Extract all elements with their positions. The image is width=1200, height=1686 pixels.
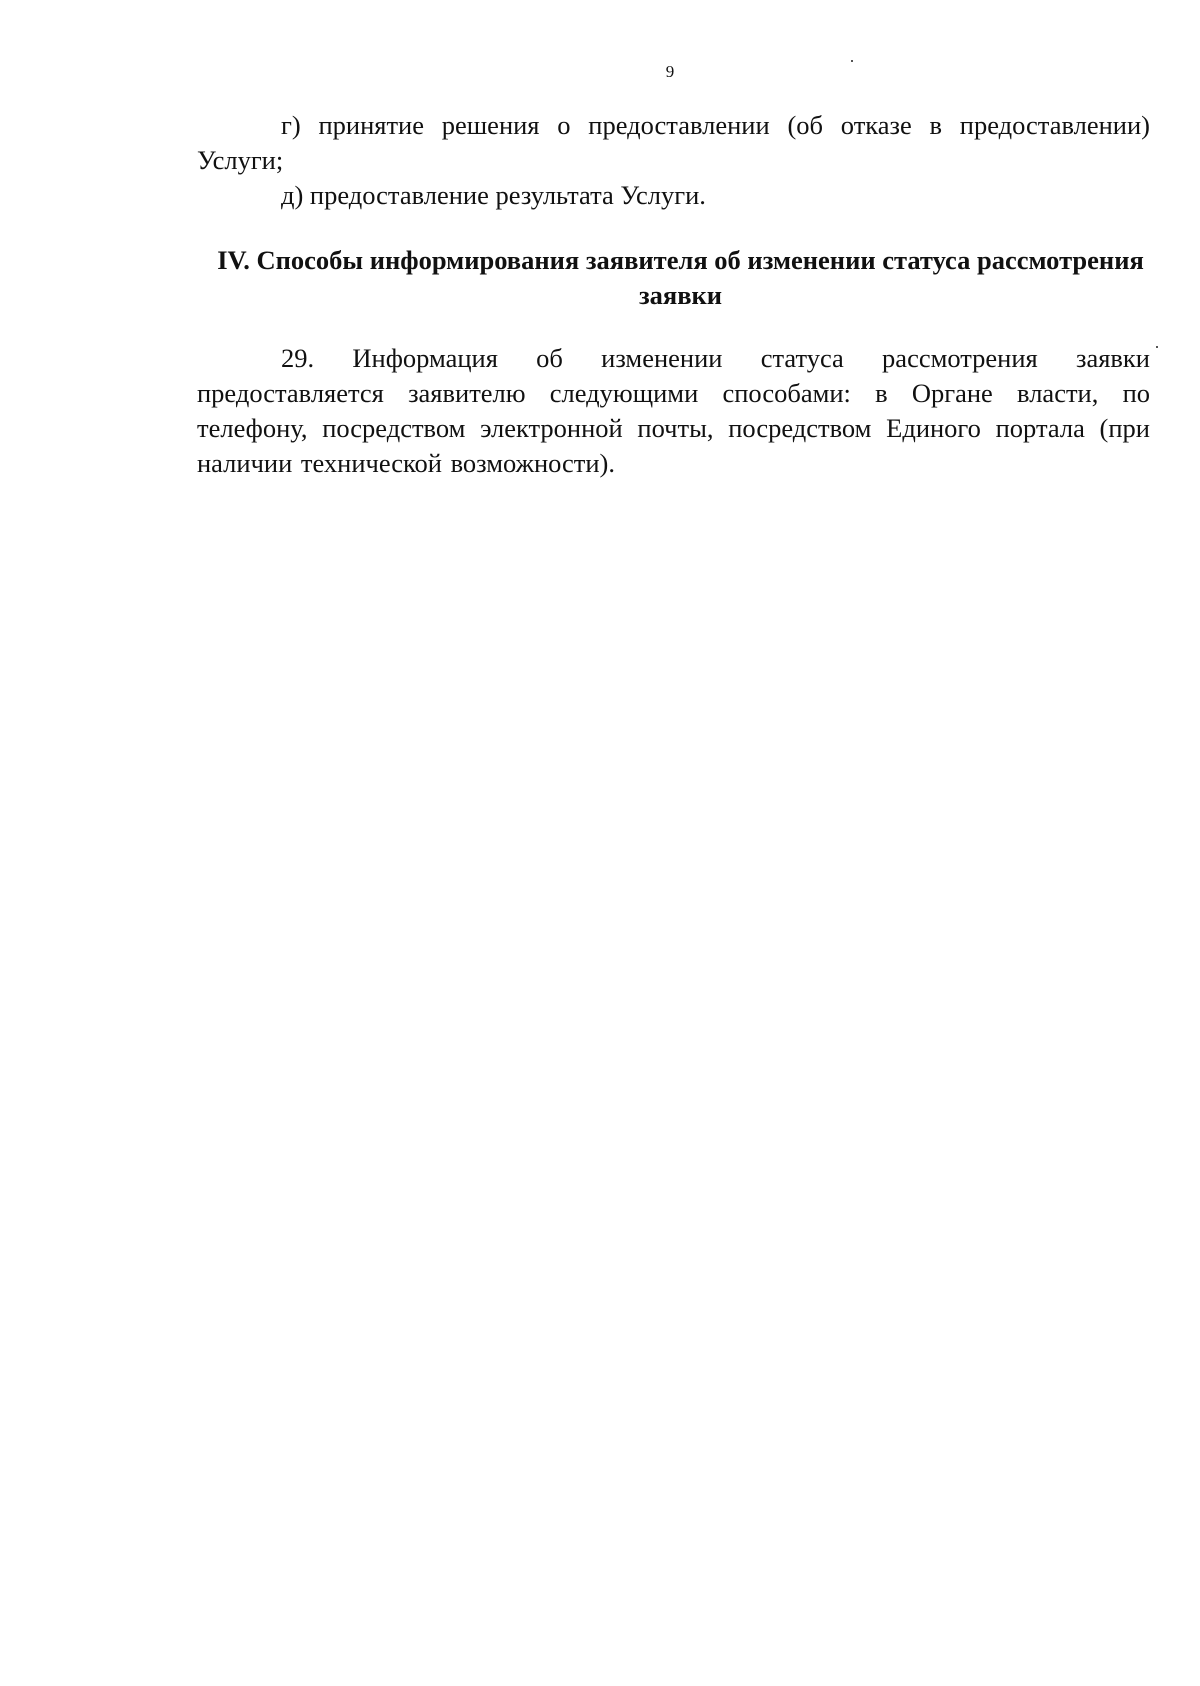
page-number: 9: [665, 62, 675, 81]
section-heading: IV. Способы информирования заявителя об изменении статуса рассмотрения заявки: [217, 245, 1144, 310]
list-item-g: г) принятие решения о предоставлении (об отказе в предоставлении) Услуги;: [197, 110, 1150, 175]
scan-speck: [1156, 346, 1158, 348]
list-item-d: д) предоставление результата Услуги.: [281, 180, 706, 210]
paragraph-29: 29. Информация об изменении статуса рассмотрения заявки предоставляется заявителю следующими способами: в Органе власти, по телефону, посредством электронной почты, посредством Единого портала (при наличии технической возможности).: [197, 343, 1150, 478]
document-body: [197, 108, 1150, 481]
scan-speck: [851, 60, 853, 62]
